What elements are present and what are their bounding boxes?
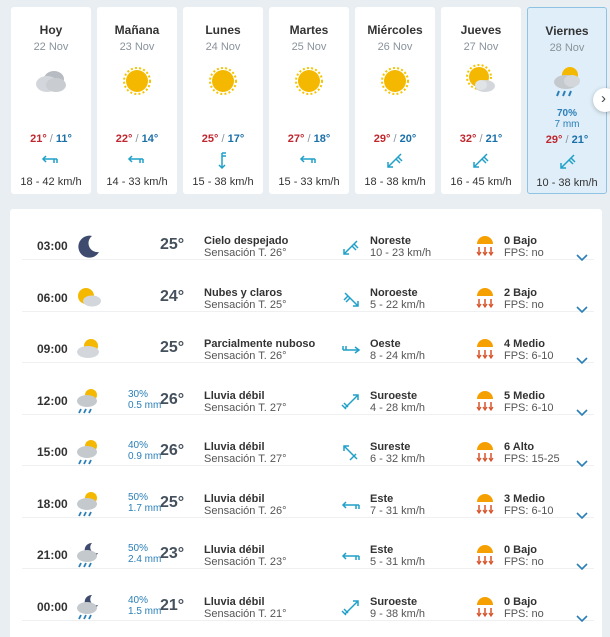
wind-speed: 4 - 28 km/h: [370, 401, 426, 414]
hour-rain: [128, 389, 161, 411]
hour-time: 21:00: [37, 548, 68, 562]
hour-row[interactable]: [22, 467, 594, 518]
wind-arrow-icon: [385, 150, 405, 170]
sun-cloud-icon: [463, 63, 499, 99]
cloudy-icon: [33, 63, 69, 99]
day-temps: 29° / 20°: [373, 133, 417, 145]
hour-feels-like: Sensación T. 21°: [204, 607, 287, 620]
hour-row[interactable]: [22, 570, 594, 621]
hour-condition: Lluvia débil: [204, 544, 265, 556]
hour-rain: [128, 492, 161, 514]
hour-feels-like: Sensación T. 26°: [204, 504, 287, 517]
day-card[interactable]: [355, 7, 435, 194]
uv-index: 3 Medio: [504, 492, 545, 505]
hour-row[interactable]: [22, 364, 594, 415]
moon-icon: [74, 231, 104, 261]
hour-condition: Nubes y claros: [204, 286, 283, 299]
uv-sun-icon: [474, 234, 496, 258]
chevron-down-icon[interactable]: [576, 352, 588, 360]
moon-rain-icon: [74, 540, 104, 570]
fps-value: FPS: no: [504, 556, 544, 568]
hour-temp: 26°: [160, 390, 185, 408]
hour-feels-like: Sensación T. 23°: [204, 556, 287, 568]
day-name: Jueves: [460, 23, 502, 37]
wind-speed: 9 - 38 km/h: [370, 607, 426, 620]
sun-icon: [291, 63, 327, 99]
day-wind-speed: 15 - 33 km/h: [278, 176, 340, 188]
day-name: Viernes: [545, 24, 589, 38]
uv-sun-icon: [474, 337, 496, 361]
hour-feels-like: Sensación T. 27°: [204, 401, 287, 414]
max-temp: 21°: [30, 133, 47, 145]
wind-direction: Suroeste: [370, 389, 418, 402]
day-wind-speed: 10 - 38 km/h: [536, 177, 598, 189]
day-rain: [11, 107, 91, 118]
hour-feels-like: Sensación T. 26°: [204, 350, 287, 362]
hour-temp: 25°: [160, 339, 185, 356]
hour-temp: 25°: [160, 236, 185, 253]
day-rain: [97, 107, 177, 118]
uv-sun-icon: [474, 389, 496, 413]
day-card[interactable]: [97, 7, 177, 194]
hour-condition: Parcialmente nuboso: [204, 338, 316, 350]
max-temp: 22°: [115, 133, 133, 145]
day-date: 22 Nov: [33, 41, 69, 53]
moon-rain-icon: [74, 592, 104, 622]
uv-sun-icon: [474, 440, 496, 464]
rain-amount: 1.5 mm: [128, 605, 162, 617]
hour-row[interactable]: [22, 312, 594, 363]
uv-index: 0 Bajo: [504, 595, 538, 608]
wind-speed: 8 - 24 km/h: [370, 350, 426, 362]
rain-amount: 7 mm: [554, 119, 580, 130]
wind-direction: Noroeste: [370, 286, 418, 299]
wind-speed: 6 - 32 km/h: [370, 453, 426, 465]
day-card[interactable]: [11, 7, 91, 194]
wind-arrow-icon: [41, 150, 61, 170]
day-card[interactable]: [441, 7, 521, 194]
hour-rain: [128, 543, 161, 565]
rain-amount: 2.4 mm: [128, 554, 162, 565]
hour-rain: [128, 595, 161, 617]
day-card[interactable]: [183, 7, 263, 194]
fps-value: FPS: 6-10: [504, 504, 554, 517]
hour-condition: Cielo despejado: [204, 235, 289, 247]
uv-index: 0 Bajo: [504, 544, 538, 556]
min-temp: 21°: [485, 133, 503, 145]
hour-condition: Lluvia débil: [204, 595, 265, 608]
chevron-down-icon[interactable]: [576, 610, 588, 618]
sun-cloud-icon: [74, 334, 104, 364]
hourly-forecast-table: [10, 209, 602, 637]
day-wind-speed: 16 - 45 km/h: [450, 176, 512, 188]
sun-rain-icon: [550, 64, 586, 100]
fps-value: FPS: 6-10: [504, 350, 554, 362]
chevron-down-icon[interactable]: [576, 455, 588, 463]
hour-time: 06:00: [37, 290, 68, 305]
day-date: 23 Nov: [119, 41, 155, 53]
day-temps: 27° / 18°: [287, 133, 331, 145]
wind-arrow-icon: [340, 442, 362, 464]
rain-amount: 1.7 mm: [128, 502, 162, 514]
uv-sun-icon: [474, 543, 496, 567]
sun-rain-icon: [74, 437, 104, 467]
min-temp: 14°: [141, 133, 159, 145]
uv-index: 0 Bajo: [504, 235, 538, 247]
max-temp: 27°: [287, 133, 305, 145]
day-date: 26 Nov: [377, 41, 413, 53]
max-temp: 32°: [459, 133, 477, 145]
chevron-right-icon: ›: [601, 90, 606, 107]
sun-rain-icon: [74, 386, 104, 416]
hour-temp: 24°: [160, 287, 185, 305]
uv-sun-icon: [474, 492, 496, 516]
day-date: 25 Nov: [291, 41, 327, 53]
uv-index: 2 Bajo: [504, 286, 538, 299]
rain-probability: 50%: [128, 543, 149, 554]
hour-row[interactable]: [22, 518, 594, 569]
hour-row[interactable]: [22, 261, 594, 312]
rain-probability: 40%: [128, 440, 149, 451]
hour-time: 15:00: [37, 445, 68, 459]
rain-probability: 50%: [128, 491, 149, 503]
wind-speed: 5 - 22 km/h: [370, 298, 426, 311]
day-date: 27 Nov: [463, 41, 499, 53]
day-rain: [355, 107, 435, 118]
uv-index: 6 Alto: [504, 441, 535, 453]
wind-arrow-icon: [340, 597, 362, 619]
sun-icon: [119, 63, 155, 99]
wind-arrow-icon: [340, 391, 362, 413]
chevron-down-icon[interactable]: [576, 249, 588, 257]
chevron-down-icon[interactable]: [576, 507, 588, 515]
uv-sun-icon: [474, 286, 496, 310]
wind-direction: Noreste: [370, 235, 411, 247]
fps-value: FPS: no: [504, 298, 544, 311]
sun-rain-icon: [74, 489, 104, 519]
day-rain: [183, 107, 263, 118]
hour-time: 18:00: [37, 496, 68, 511]
day-temps: 22° / 14°: [115, 133, 159, 145]
min-temp: 11°: [55, 133, 72, 145]
max-temp: 29°: [545, 134, 563, 146]
uv-index: 5 Medio: [504, 389, 545, 402]
hour-temp: 23°: [160, 545, 185, 562]
sun-icon: [205, 63, 241, 99]
day-rain: [528, 108, 606, 130]
wind-arrow-icon: [340, 494, 362, 516]
wind-direction: Sureste: [370, 441, 411, 453]
wind-arrow-icon: [299, 150, 319, 170]
hour-temp: 26°: [160, 442, 185, 459]
day-rain: [269, 107, 349, 118]
hour-feels-like: Sensación T. 25°: [204, 298, 287, 311]
day-date: 24 Nov: [205, 41, 241, 53]
wind-direction: Este: [370, 492, 394, 505]
day-card[interactable]: [269, 7, 349, 194]
fps-value: FPS: no: [504, 247, 544, 259]
day-wind-speed: 18 - 42 km/h: [20, 176, 82, 188]
hour-condition: Lluvia débil: [204, 389, 265, 402]
day-temps: 25° / 17°: [201, 133, 245, 145]
day-wind-speed: 15 - 38 km/h: [192, 176, 254, 188]
day-wind-speed: 14 - 33 km/h: [106, 176, 168, 188]
next-days-button[interactable]: [593, 88, 610, 112]
chevron-down-icon[interactable]: [576, 558, 588, 566]
hour-time: 09:00: [37, 342, 68, 356]
day-temps: 32° / 21°: [459, 133, 503, 145]
hour-rain: [128, 440, 161, 462]
min-temp: 18°: [313, 133, 331, 145]
wind-speed: 7 - 31 km/h: [370, 504, 426, 517]
max-temp: 25°: [201, 133, 219, 145]
day-name: Lunes: [205, 23, 241, 37]
day-temps: 21° / 11°: [30, 133, 72, 145]
hour-row[interactable]: [22, 415, 594, 466]
hour-row[interactable]: [22, 209, 594, 260]
sun-icon: [377, 63, 413, 99]
wind-arrow-icon: [213, 150, 233, 170]
wind-speed: 5 - 31 km/h: [370, 556, 426, 568]
day-name: Hoy: [39, 23, 63, 37]
fps-value: FPS: 6-10: [504, 401, 554, 414]
day-date: 28 Nov: [549, 42, 585, 54]
hour-feels-like: Sensación T. 27°: [204, 453, 287, 465]
uv-sun-icon: [474, 595, 496, 619]
hour-time: 00:00: [37, 599, 68, 614]
wind-speed: 10 - 23 km/h: [370, 247, 432, 259]
day-name: Mañana: [114, 23, 160, 37]
wind-arrow-icon: [340, 288, 362, 310]
min-temp: 17°: [227, 133, 245, 145]
rain-amount: 0.5 mm: [128, 399, 162, 411]
day-wind-speed: 18 - 38 km/h: [364, 176, 426, 188]
wind-direction: Este: [370, 544, 394, 556]
hour-temp: 25°: [160, 493, 185, 511]
hour-time: 12:00: [37, 393, 68, 408]
hour-condition: Lluvia débil: [204, 441, 265, 453]
hour-feels-like: Sensación T. 26°: [204, 247, 287, 259]
rain-probability: 30%: [128, 388, 149, 400]
sun-cloud-icon: [74, 283, 104, 313]
wind-arrow-icon: [471, 150, 491, 170]
hour-time: 03:00: [37, 239, 68, 253]
daily-forecast-strip: [0, 0, 610, 200]
wind-arrow-icon: [127, 150, 147, 170]
chevron-down-icon[interactable]: [576, 404, 588, 412]
uv-index: 4 Medio: [504, 338, 545, 350]
wind-direction: Oeste: [370, 338, 401, 350]
fps-value: FPS: 15-25: [504, 453, 560, 465]
min-temp: 21°: [571, 134, 589, 146]
wind-arrow-icon: [340, 339, 362, 361]
fps-value: FPS: no: [504, 607, 544, 620]
rain-probability: 40%: [128, 594, 149, 606]
max-temp: 29°: [373, 133, 391, 145]
day-name: Martes: [289, 23, 329, 37]
min-temp: 20°: [399, 133, 417, 145]
rain-probability: 70%: [556, 108, 577, 119]
day-rain: [441, 107, 521, 118]
hour-temp: 21°: [160, 596, 185, 614]
wind-direction: Suroeste: [370, 595, 418, 608]
rain-amount: 0.9 mm: [128, 451, 162, 462]
day-temps: 29° / 21°: [545, 134, 589, 146]
chevron-down-icon[interactable]: [576, 301, 588, 309]
hour-condition: Lluvia débil: [204, 492, 265, 505]
wind-arrow-icon: [558, 151, 578, 171]
day-name: Miércoles: [367, 23, 423, 37]
wind-arrow-icon: [340, 236, 362, 258]
wind-arrow-icon: [340, 545, 362, 567]
